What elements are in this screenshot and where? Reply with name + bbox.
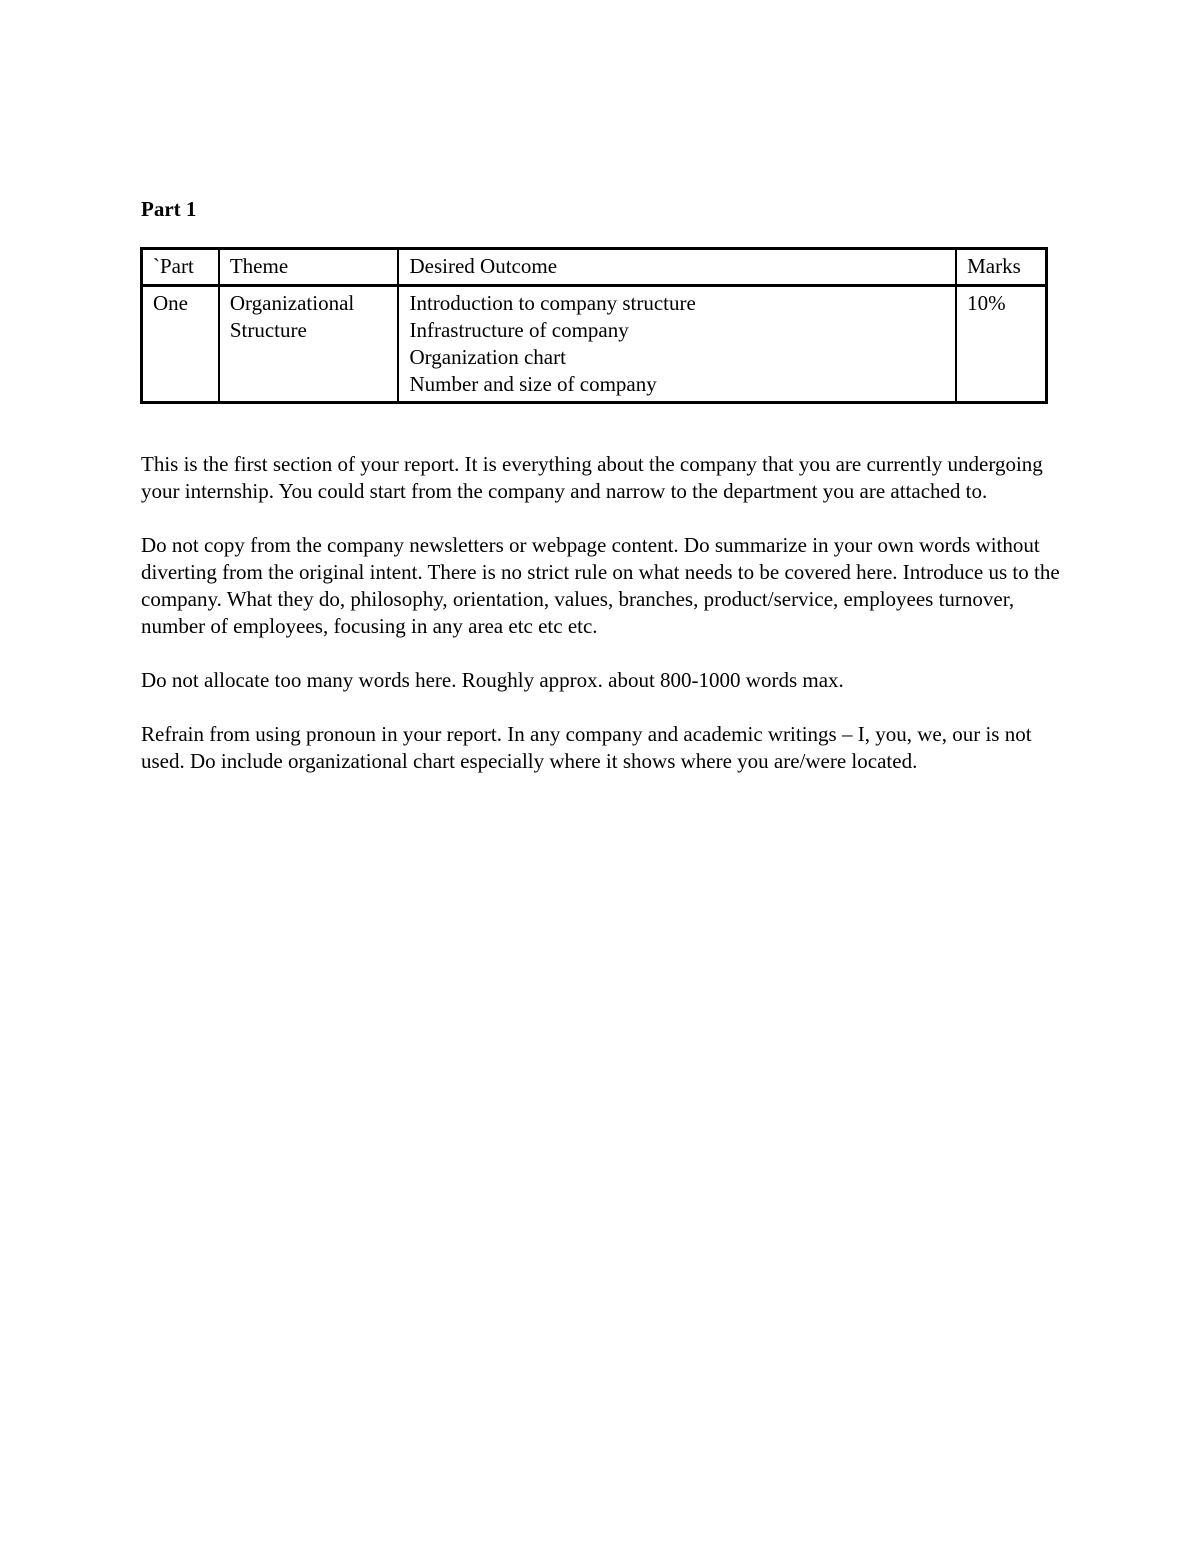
cell-part: One [142, 286, 219, 403]
body-text [141, 451, 1061, 802]
table-row [142, 286, 1047, 403]
cell-marks: 10% [956, 286, 1046, 403]
paragraph: Do not allocate too many words here. Roughly approx. about 800-1000 words max. [141, 668, 844, 692]
section-heading: Part 1 [141, 197, 197, 221]
theme-line: Structure [229, 318, 307, 342]
paragraph: This is the first section of your report. It is everything about the company that you are currently undergoing your internship. You could start from the company and narrow to the department you are attached to. [141, 452, 1043, 503]
outcome-line: Organization chart [409, 345, 566, 369]
part-outline-table [140, 247, 1048, 404]
header-desired-outcome: Desired Outcome [398, 249, 956, 286]
theme-line: Organizational [229, 291, 355, 315]
paragraph: Do not copy from the company newsletters or webpage content. Do summarize in your own words without diverting from the original intent. There is no strict rule on what needs to be covered here. Introduce us to the company. What they do, philosophy, orientation, values, branches, product/service, employees turnover, number of employees, focusing in any area etc etc etc. [141, 533, 1060, 638]
cell-desired-outcome [398, 286, 956, 403]
table-header-row [142, 249, 1047, 286]
header-marks: Marks [956, 249, 1046, 286]
outcome-line: Infrastructure of company [409, 318, 629, 342]
cell-theme [219, 286, 399, 403]
header-theme: Theme [219, 249, 399, 286]
header-part: `Part [142, 249, 219, 286]
outcome-line: Introduction to company structure [409, 291, 696, 315]
paragraph: Refrain from using pronoun in your report. In any company and academic writings – I, you, we, our is not used. Do include organizational chart especially where it shows where you are/were located. [141, 722, 1032, 773]
outcome-line: Number and size of company [409, 372, 657, 396]
